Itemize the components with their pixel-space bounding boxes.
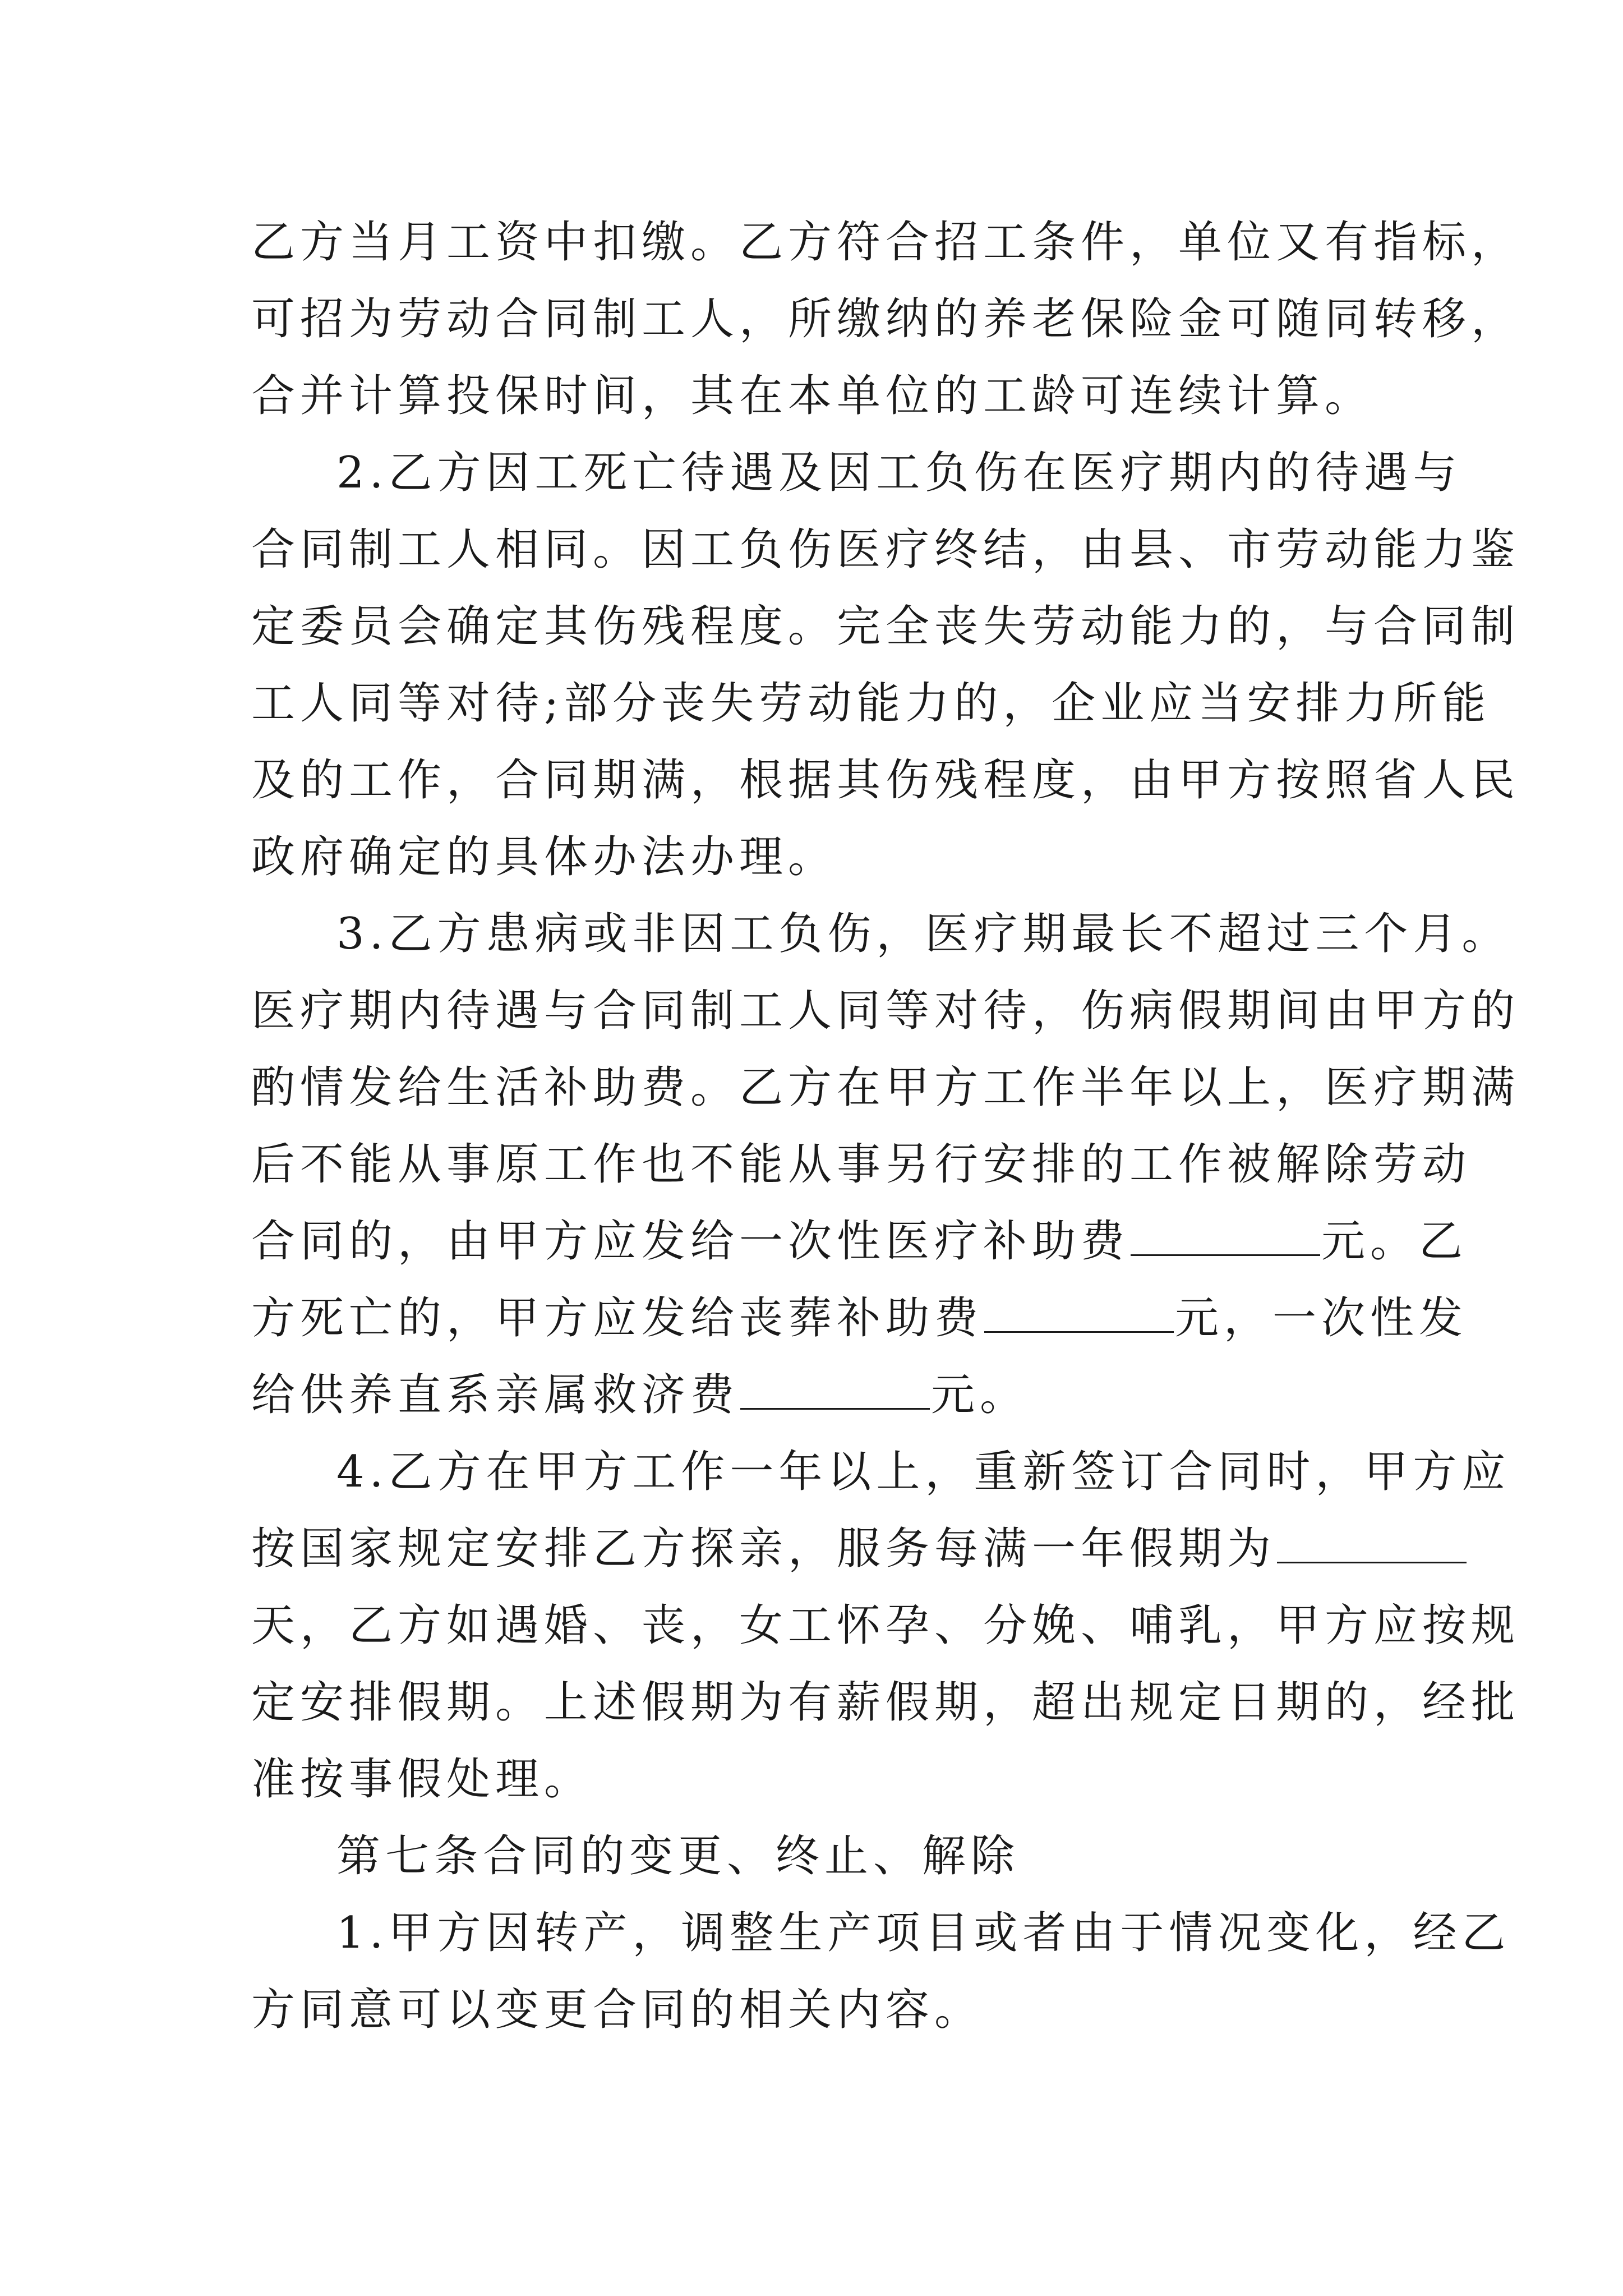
fill-in-blank[interactable]: [740, 1369, 930, 1410]
article-heading: 第七条合同的变更、终止、解除: [336, 1831, 1020, 1881]
text-segment: 给供养直系亲属救济费: [251, 1370, 740, 1420]
paragraph-first-line: 3.乙方患病或非因工负伤，医疗期最长不超过三个月。: [336, 909, 1511, 959]
text-line: 医疗期内待遇与合同制工人同等对待，伤病假期间由甲方的: [251, 986, 1520, 1036]
text-line: 天，乙方如遇婚、丧，女工怀孕、分娩、哺乳，甲方应按规: [251, 1600, 1520, 1651]
text-line: 乙方当月工资中扣缴。乙方符合招工条件，单位又有指标，: [251, 217, 1520, 268]
paragraph-first-line: 2.乙方因工死亡待遇及因工负伤在医疗期内的待遇与: [336, 448, 1462, 498]
fill-in-blank[interactable]: [1277, 1522, 1467, 1563]
text-segment: 按国家规定安排乙方探亲，服务每满一年假期为: [251, 1524, 1276, 1574]
text-segment: 元。: [931, 1370, 1029, 1420]
text-line: 方同意可以变更合同的相关内容。: [251, 1985, 984, 2035]
text-segment: 合同的，由甲方应发给一次性医疗补助费: [251, 1216, 1130, 1267]
text-line: 可招为劳动合同制工人，所缴纳的养老保险金可随同转移，: [251, 294, 1520, 344]
text-segment: 元，一次性发: [1175, 1293, 1468, 1343]
text-segment: 方死亡的，甲方应发给丧葬补助费: [251, 1293, 984, 1343]
paragraph-first-line: 4.乙方在甲方工作一年以上，重新签订合同时，甲方应: [336, 1447, 1511, 1497]
text-line: 政府确定的具体办法办理。: [251, 832, 837, 882]
text-line: 准按事假处理。: [251, 1754, 593, 1805]
fill-in-blank[interactable]: [1131, 1215, 1320, 1256]
text-line: 合并计算投保时间，其在本单位的工龄可连续计算。: [251, 371, 1374, 421]
text-line: 工人同等对待;部分丧失劳动能力的，企业应当安排力所能: [251, 678, 1491, 729]
text-line: 定委员会确定其伤残程度。完全丧失劳动能力的，与合同制: [251, 601, 1520, 652]
paragraph-first-line: 1.甲方因转产，调整生产项目或者由于情况变化，经乙: [336, 1908, 1511, 1958]
fill-in-blank[interactable]: [984, 1292, 1174, 1333]
text-line: [251, 1285, 1468, 1352]
text-line: 及的工作，合同期满，根据其伤残程度，由甲方按照省人民: [251, 755, 1520, 806]
text-line: 酌情发给生活补助费。乙方在甲方工作半年以上，医疗期满: [251, 1062, 1520, 1113]
text-line: 定安排假期。上述假期为有薪假期，超出规定日期的，经批: [251, 1677, 1520, 1728]
text-line: [251, 1361, 1029, 1429]
text-segment: 元。乙: [1321, 1216, 1468, 1267]
text-line: 合同制工人相同。因工负伤医疗终结，由县、市劳动能力鉴: [251, 524, 1520, 575]
text-line: [251, 1208, 1468, 1275]
text-line: [251, 1515, 1468, 1582]
text-line: 后不能从事原工作也不能从事另行安排的工作被解除劳动: [251, 1139, 1472, 1190]
